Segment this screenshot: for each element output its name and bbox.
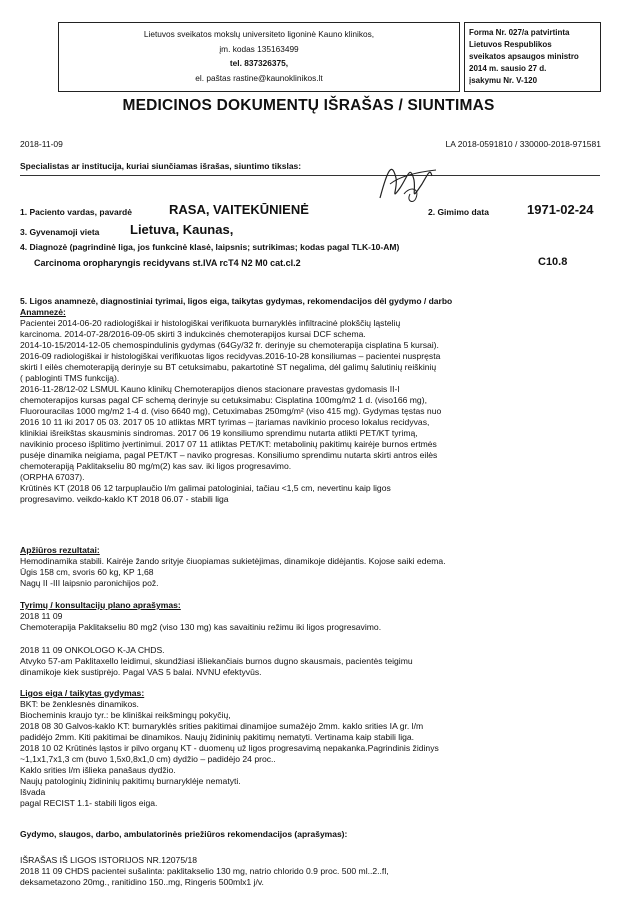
course-line: Biocheminis kraujo tyr.: be kliniškai reikšmingų pokyčių, bbox=[20, 710, 231, 720]
signature-icon bbox=[370, 158, 444, 210]
course-heading: Ligos eiga / taikytas gydymas: bbox=[20, 688, 145, 698]
consult-line: dinamikoje kiek sustiprėjo. Pagal VAS 5 balai. NVNU efektyvūs. bbox=[20, 667, 262, 677]
institution-line: įm. kodas 135163499 bbox=[219, 43, 299, 54]
document-title: MEDICINOS DOKUMENTŲ IŠRAŠAS / SIUNTIMAS bbox=[122, 97, 495, 114]
anamnesis-line: 2016-09 radiologiškai ir histologiškai verifikuotas ligos recidyvas.2016-10-28 konsiliumas – pacientei nuspręsta bbox=[20, 351, 441, 361]
extract-line: 2018 11 09 CHDS pacientei sušalinta: paklitakselio 130 mg, natrio chlorido 0.9 proc. 500 ml..2..fl, bbox=[20, 866, 389, 876]
course-line: Naujų patologinių židininių pakitimų burnaryklėje nematyti. bbox=[20, 776, 241, 786]
course-line: BKT: be ženklesnės dinamikos. bbox=[20, 699, 139, 709]
course-line: pagal RECIST 1.1- stabili ligos eiga. bbox=[20, 798, 158, 808]
document-date: 2018-11-09 bbox=[20, 139, 63, 149]
section5-label: 5. Ligos anamnezė, diagnostiniai tyrimai, ligos eiga, taikytas gydymas, rekomendacijos dėl gydymo / darbo bbox=[20, 296, 453, 306]
document-reference: LA 2018-0591810 / 330000-2018-971581 bbox=[445, 139, 601, 149]
exam-line: Nagų II -III laipsnio paronichijos pož. bbox=[20, 578, 159, 588]
exam-section bbox=[20, 545, 446, 589]
recommend-heading: Gydymo, slaugos, darbo, ambulatorinės priežiūros rekomendacijos (aprašymas): bbox=[20, 829, 348, 839]
anamnesis-section bbox=[20, 307, 441, 505]
diagnosis-code: C10.8 bbox=[538, 256, 568, 268]
course-line: Kaklo srities l/m išlieka panašaus dydžio. bbox=[20, 765, 176, 775]
course-line: padidėjo 2mm. Kiti pakitimai be dinamikos. Naujų židininių pakitimų nematyti. Vertinama kaip stabili liga. bbox=[20, 732, 415, 742]
anamnesis-line: pusėje dinamika neigiama, pagal PET/KT – naviko progresas. Konsiliumo sprendimu nutarta skirti antros eilės bbox=[20, 450, 438, 460]
exam-heading: Apžiūros rezultatai: bbox=[20, 545, 100, 555]
diagnosis-value: Carcinoma oropharyngis recidyvans st.IVA rcT4 N2 M0 cat.cl.2 bbox=[34, 258, 301, 268]
plan-line: Chemoterapija Paklitakseliu 80 mg2 (viso 130 mg) kas savaitiniu režimu iki ligos progresavimo. bbox=[20, 622, 382, 632]
anamnesis-line: chemoterapiją Paklitakseliu 80 mg/m(2) kas sav. iki ligos progresavimo. bbox=[20, 461, 292, 471]
course-line: 2018 08 30 Galvos-kaklo KT: burnaryklės srities pakitimai dinamijoe sumažėjo 2mm. kaklo srities IA gr. l/m bbox=[20, 721, 424, 731]
patient-name: RASA, VAITEKŪNIENĖ bbox=[169, 202, 309, 217]
form-line: Forma Nr. 027/a patvirtinta bbox=[469, 28, 570, 37]
form-info bbox=[464, 22, 601, 92]
course-line: Išvada bbox=[20, 787, 46, 797]
institution-header bbox=[58, 22, 460, 92]
anamnesis-line: 2016 10 11 iki 2017 05 03. 2017 05 10 atliktas MRT tyrimas – įtariamas navikinio proceso lokalus recidyvas, bbox=[20, 417, 430, 427]
course-line: 2018 10 02 Krūtinės ląstos ir pilvo organų KT - duomenų už ligos progresavimą nepakanka.Pagrindinis židinys bbox=[20, 743, 439, 753]
extract-section bbox=[20, 855, 389, 888]
plan-line: 2018 11 09 bbox=[20, 611, 63, 621]
birth-label: 2. Gimimo data bbox=[428, 207, 489, 217]
consult-line: 2018 11 09 ONKOLOGO K-JA CHDS. bbox=[20, 645, 165, 655]
anamnesis-line: (ORPHA 67037). bbox=[20, 472, 85, 482]
specialist-line bbox=[20, 175, 600, 176]
anamnesis-heading: Anamnezė: bbox=[20, 307, 66, 317]
anamnesis-line: Pacientei 2014-06-20 radiologiškai ir histologiškai verifikuota burnaryklės infiltracinė plokščių ląstelių bbox=[20, 318, 401, 328]
specialist-label: Specialistas ar institucija, kuriai siunčiamas išrašas, siuntimo tikslas: bbox=[20, 161, 302, 171]
consult-line: Atvyko 57-am Paklitaxello leidimui, skundžiasi išliekančiais burnos dugno skausmais, pacientės teigimu bbox=[20, 656, 413, 666]
birth-date: 1971-02-24 bbox=[527, 202, 594, 217]
extract-line: IŠRAŠAS IŠ LIGOS ISTORIJOS NR.12075/18 bbox=[20, 855, 198, 865]
anamnesis-line: Fluorouracilas 1000 mg/m2 1-4 d. (viso 6640 mg), Cetuximabas 250mg/m² (viso 415 mg). Gydymas tęstas nuo bbox=[20, 406, 442, 416]
anamnesis-line: navikinio proceso išplitimo įvertinimui. 2017 07 11 atliktas PET/KT: metabolinių pakitimų kairėje burnos ertmės bbox=[20, 439, 437, 449]
form-line: Lietuvos Respublikos bbox=[469, 40, 552, 49]
consult-section bbox=[20, 645, 413, 678]
institution-line: tel. 837326375, bbox=[229, 58, 289, 68]
anamnesis-line: 2016-11-28/12-02 LSMUL Kauno klinikų Chemoterapijos dienos stacionare pravestas gydomasis II-I bbox=[20, 384, 400, 394]
form-line: sveikatos apsaugos ministro bbox=[469, 52, 579, 61]
course-section bbox=[20, 688, 439, 809]
form-line: įsakymu Nr. V-120 bbox=[469, 76, 538, 85]
institution-line: Lietuvos sveikatos mokslų universiteto ligoninė Kauno klinikos, bbox=[143, 29, 375, 39]
plan-section bbox=[20, 600, 381, 633]
patient-label: 1. Paciento vardas, pavardė bbox=[20, 207, 132, 217]
anamnesis-line: chemoterapijos kursas pagal CF schemą derinyje su cetuksimabu: Cisplatina 100mg/m2 1 d. (viso166 mg), bbox=[20, 395, 427, 405]
residence-value: Lietuva, Kaunas, bbox=[130, 222, 234, 237]
course-line: ~1,1x1,7x1,3 cm (buvo 1,5x0,8x1,0 cm) dydžio – padidėjo 24 proc.. bbox=[20, 754, 276, 764]
anamnesis-line: progresavimo. veikdo-kaklo KT 2018 06.07 - stabili liga bbox=[20, 494, 229, 504]
extract-line: deksametazono 20mg., ranitidino 150..mg, Ringeris 500mlx1 j/v. bbox=[20, 877, 264, 887]
form-line: 2014 m. sausio 27 d. bbox=[469, 64, 547, 73]
anamnesis-line: Krūtinės KT (2018 06 12 tarpuplaučio l/m galimai patologiniai, tačiau <1,5 cm, nevertinu kaip ligos bbox=[20, 483, 391, 493]
anamnesis-line: ( pabloginti TMS funkciją). bbox=[20, 373, 120, 383]
plan-heading: Tyrimų / konsultacijų plano aprašymas: bbox=[20, 600, 181, 610]
exam-line: Ūgis 158 cm, svoris 60 kg, KP 1,68 bbox=[20, 567, 154, 577]
residence-label: 3. Gyvenamoji vieta bbox=[20, 227, 100, 237]
anamnesis-line: klinikiai išreikštas skausminis sindromas. 2017 06 19 konsiliumo sprendimu nutarta atlikti PET/KT tyrimą, bbox=[20, 428, 418, 438]
anamnesis-line: 2014-10-15/2014-12-05 chemospindulinis gydymas (64Gy/32 fr. derinyje su chemoterapija cisplatina 5 kursai). bbox=[20, 340, 439, 350]
diagnosis-label: 4. Diagnozė (pagrindinė liga, jos funkcinė klasė, laipsnis; sutrikimas; kodas pagal TLK-10-AM) bbox=[20, 242, 400, 252]
anamnesis-line: karcinoma. 2014-07-28/2016-09-05 skirti 3 indukcinės chemoterapijos kursai DCF schema. bbox=[20, 329, 366, 339]
anamnesis-line: skirti I eilės chemoterapiją derinyje su BT cetuksimabu, pakartotinė ST negalima, dėl galimų šalutinių reiškinių bbox=[20, 362, 437, 372]
exam-line: Hemodinamika stabili. Kairėje žando srityje čiuopiamas sukietėjimas, dinamikoje didėjantis. Kojose saiki edema. bbox=[20, 556, 446, 566]
institution-line: el. paštas rastine@kaunoklinikos.lt bbox=[195, 72, 323, 83]
